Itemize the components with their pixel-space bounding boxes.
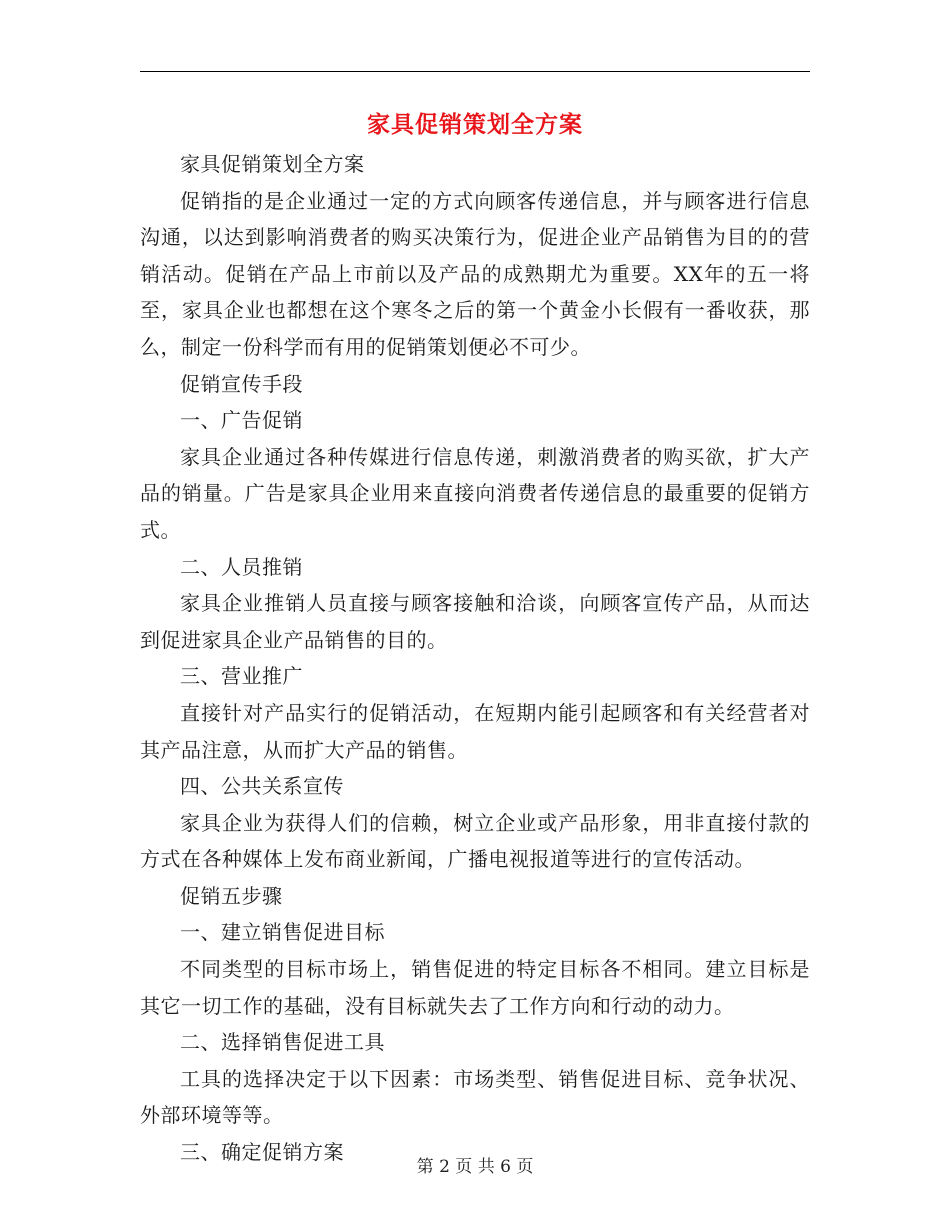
subheading-advertising: 一、广告促销 <box>180 408 303 433</box>
subheading-set-objectives: 一、建立销售促进目标 <box>180 920 385 945</box>
paragraph-public-relations: 家具企业为获得人们的信赖，树立企业或产品形象，用非直接付款的方式在各种媒体上发布商业新闻，广播电视报道等进行的宣传活动。 <box>140 810 810 872</box>
subheading-sales-promotion: 三、营业推广 <box>180 664 303 689</box>
paragraph-advertising: 家具企业通过各种传媒进行信息传递，刺激消费者的购买欲，扩大产品的销量。广告是家具企业用来直接向消费者传递信息的最重要的促销方式。 <box>140 444 810 542</box>
page-number: 第 2 页 共 6 页 <box>416 1157 534 1177</box>
paragraph-set-objectives: 不同类型的目标市场上，销售促进的特定目标各不相同。建立目标是其它一切工作的基础，没有目标就失去了工作方向和行动的动力。 <box>140 957 810 1018</box>
paragraph-personal-selling: 家具企业推销人员直接与顾客接触和洽谈，向顾客宣传产品，从而达到促进家具企业产品销售的目的。 <box>140 591 810 652</box>
subheading-select-tools: 二、选择销售促进工具 <box>180 1030 385 1055</box>
subheading-public-relations: 四、公共关系宣传 <box>180 774 344 799</box>
section-heading-promotion-methods: 促销宣传手段 <box>180 371 303 396</box>
header-rule <box>140 71 810 72</box>
paragraph-intro: 促销指的是企业通过一定的方式向顾客传递信息，并与顾客进行信息沟通，以达到影响消费者的购买决策行为，促进企业产品销售为目的的营销活动。促销在产品上市前以及产品的成熟期尤为重要。XX年的五一将至，家具企业也都想在这个寒冬之后的第一个黄金小长假有一番收获，那么，制定一份科学而有用的促销策划便必不可少。 <box>140 188 810 359</box>
document-body <box>140 146 810 1171</box>
paragraph-select-tools: 工具的选择决定于以下因素：市场类型、销售促进目标、竞争状况、外部环境等等。 <box>140 1066 810 1128</box>
subheading-determine-plan: 三、确定促销方案 <box>180 1140 344 1165</box>
document-title: 家具促销策划全方案 <box>367 111 583 138</box>
paragraph-sales-promotion: 直接针对产品实行的促销活动，在短期内能引起顾客和有关经营者对其产品注意，从而扩大产品的销售。 <box>140 700 810 762</box>
paragraph-subtitle: 家具促销策划全方案 <box>180 152 365 176</box>
subheading-personal-selling: 二、人员推销 <box>180 554 303 579</box>
section-heading-five-steps: 促销五步骤 <box>180 883 283 908</box>
